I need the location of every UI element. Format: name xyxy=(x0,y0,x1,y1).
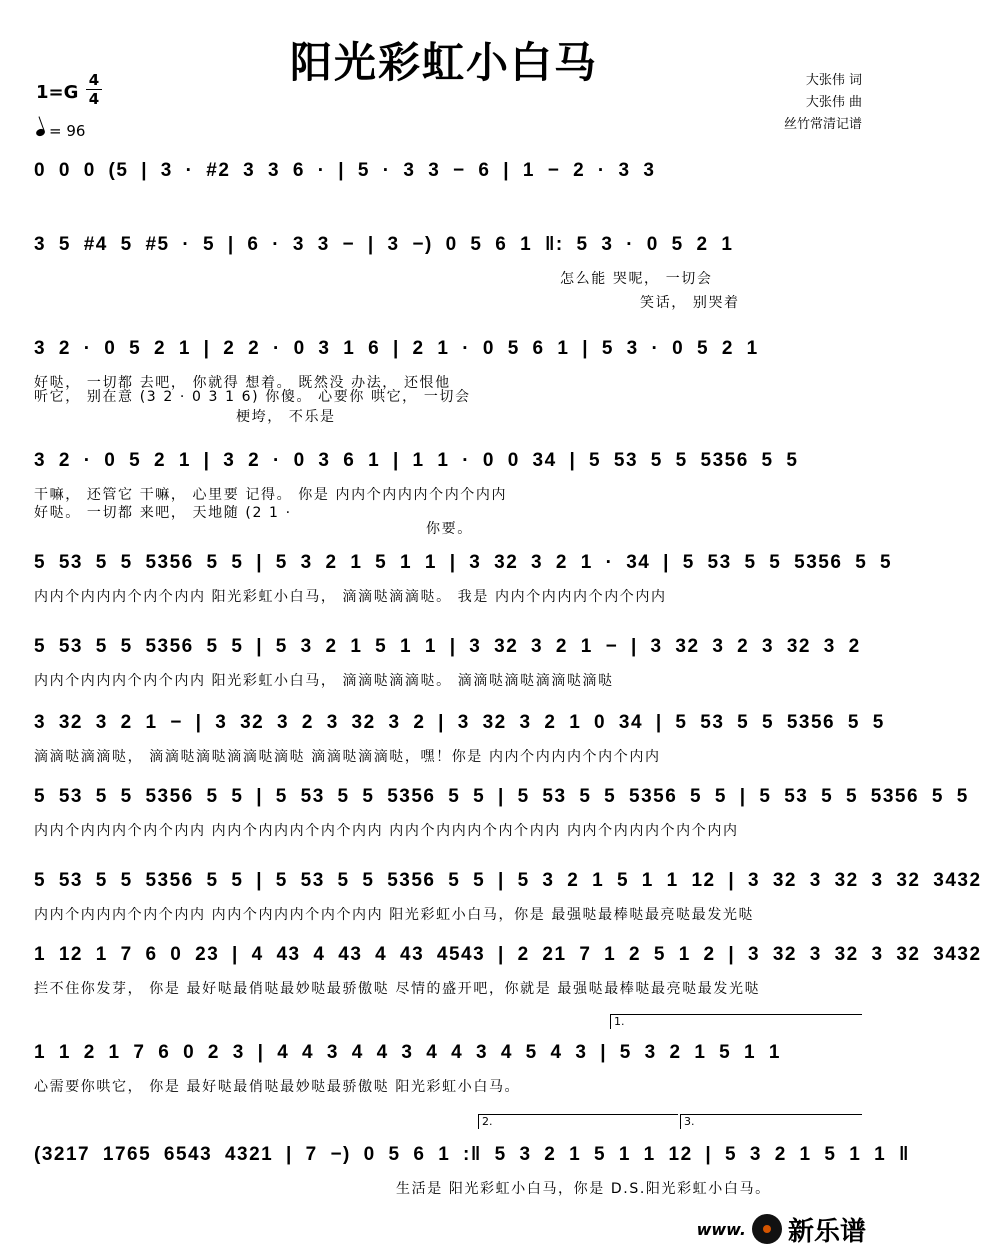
time-signature xyxy=(86,72,102,107)
lyric-line-1: 怎么能 哭呢， 一切会 xyxy=(560,271,713,287)
time-signature-bottom: 4 xyxy=(88,90,100,108)
notation-line: 5 53 5 5 5356 5 5 | 5 53 5 5 5356 5 5 | 5 3 2 1 5 1 1 12 | 3 32 3 32 3 32 3432 xyxy=(34,870,982,891)
lyric-line-1: 内内个内内内个内个内内 内内个内内内个内个内内 阳光彩虹小白马，你是 最强哒最棒哒最亮哒最发光哒 xyxy=(34,907,755,923)
notation-line: 1 1 2 1 7 6 0 2 3 | 4 4 3 4 4 3 4 4 3 4 5 4 3 | 5 3 2 1 5 1 1 xyxy=(34,1042,781,1063)
lyricist: 大张伟 词 xyxy=(805,73,862,88)
lyric-line-2: 笑话， 别哭着 xyxy=(640,295,740,311)
lyric-line-1: 内内个内内内个内个内内 阳光彩虹小白马， 滴滴哒滴滴哒。 我是 内内个内内内个内个内内 xyxy=(34,589,667,605)
key-signature: 1=G xyxy=(36,82,79,103)
notation-line: 3 5 #4 5 #5 · 5 | 6 · 3 3 − | 3 −) 0 5 6 1 ‖: 5 3 · 0 5 2 1 xyxy=(34,234,734,255)
tempo-marking xyxy=(36,122,85,140)
lyric-line-1: 干嘛， 还管它 干嘛， 心里要 记得。 你是 内内个内内内个内个内内 xyxy=(34,487,508,503)
lyric-line-2: 听它， 别在意 (3 2 · 0 3 1 6) 你傻。 心要你 哄它， 一切会 xyxy=(34,389,471,405)
tempo-value: = 96 xyxy=(49,122,86,140)
quarter-note-icon xyxy=(35,128,46,138)
lyric-line-1: 拦不住你发芽， 你是 最好哒最俏哒最妙哒最骄傲哒 尽情的盛开吧，你就是 最强哒最棒哒最亮哒最发光哒 xyxy=(34,981,761,997)
second-ending-bracket: 2. xyxy=(478,1114,678,1129)
lyric-line-3: 梗垮， 不乐是 xyxy=(236,409,336,425)
lyric-line-1: 内内个内内内个内个内内 阳光彩虹小白马， 滴滴哒滴滴哒。 滴滴哒滴哒滴滴哒滴哒 xyxy=(34,673,614,689)
transcriber: 丝竹常清记谱 xyxy=(783,117,862,132)
composer: 大张伟 曲 xyxy=(805,95,862,110)
notation-line: (3217 1765 6543 4321 | 7 −) 0 5 6 1 :‖ 5 3 2 1 5 1 1 12 | 5 3 2 1 5 1 1 ‖ xyxy=(34,1144,910,1165)
lyric-line-1: 心需要你哄它， 你是 最好哒最俏哒最妙哒最骄傲哒 阳光彩虹小白马。 xyxy=(34,1079,521,1095)
credits xyxy=(784,70,862,136)
notation-line: 3 2 · 0 5 2 1 | 2 2 · 0 3 1 6 | 2 1 · 0 5 6 1 | 5 3 · 0 5 2 1 xyxy=(34,338,759,359)
first-ending-bracket: 1. xyxy=(610,1014,862,1029)
watermark-brand: 新乐谱 xyxy=(787,1216,866,1247)
time-signature-top: 4 xyxy=(88,71,100,89)
song-title: 阳光彩虹小白马 xyxy=(289,38,598,87)
record-disc-icon xyxy=(752,1214,782,1244)
lyric-line-1: 滴滴哒滴滴哒， 滴滴哒滴哒滴滴哒滴哒 滴滴哒滴滴哒，嘿！你是 内内个内内内个内个内内 xyxy=(34,749,661,765)
notation-line: 3 32 3 2 1 − | 3 32 3 2 3 32 3 2 | 3 32 3 2 1 0 34 | 5 53 5 5 5356 5 5 xyxy=(34,712,885,733)
notation-line: 3 2 · 0 5 2 1 | 3 2 · 0 3 6 1 | 1 1 · 0 0 34 | 5 53 5 5 5356 5 5 xyxy=(34,450,799,471)
notation-line: 5 53 5 5 5356 5 5 | 5 3 2 1 5 1 1 | 3 32 3 2 1 · 34 | 5 53 5 5 5356 5 5 xyxy=(34,552,893,573)
lyric-line-2: 好哒。 一切都 来吧， 天地随 (2 1 · xyxy=(34,505,292,521)
lyric-line-1: 内内个内内内个内个内内 内内个内内内个内个内内 内内个内内内个内个内内 内内个内内内个内个内内 xyxy=(34,823,739,839)
notation-line: 0 0 0 (5 | 3 · #2 3 3 6 · | 5 · 3 3 − 6 | 1 − 2 · 3 3 xyxy=(34,160,656,181)
lyric-line-1: 好哒， 一切都 去吧， 你就得 想着。 既然没 办法， 还恨他 xyxy=(34,375,451,391)
third-ending-bracket: 3. xyxy=(680,1114,862,1129)
notation-line: 1 12 1 7 6 0 23 | 4 43 4 43 4 43 4543 | 2 21 7 1 2 5 1 2 | 3 32 3 32 3 32 3432 xyxy=(34,944,982,965)
notation-line: 5 53 5 5 5356 5 5 | 5 53 5 5 5356 5 5 | 5 53 5 5 5356 5 5 | 5 53 5 5 5356 5 5 xyxy=(34,786,969,807)
notation-line: 5 53 5 5 5356 5 5 | 5 3 2 1 5 1 1 | 3 32 3 2 1 − | 3 32 3 2 3 32 3 2 xyxy=(34,636,861,657)
lyric-line-1: 生活是 阳光彩虹小白马，你是 D.S.阳光彩虹小白马。 xyxy=(396,1181,771,1197)
watermark-url: www. xyxy=(696,1219,746,1239)
lyric-line-3: 你要。 xyxy=(426,521,473,537)
site-watermark xyxy=(697,1212,866,1246)
